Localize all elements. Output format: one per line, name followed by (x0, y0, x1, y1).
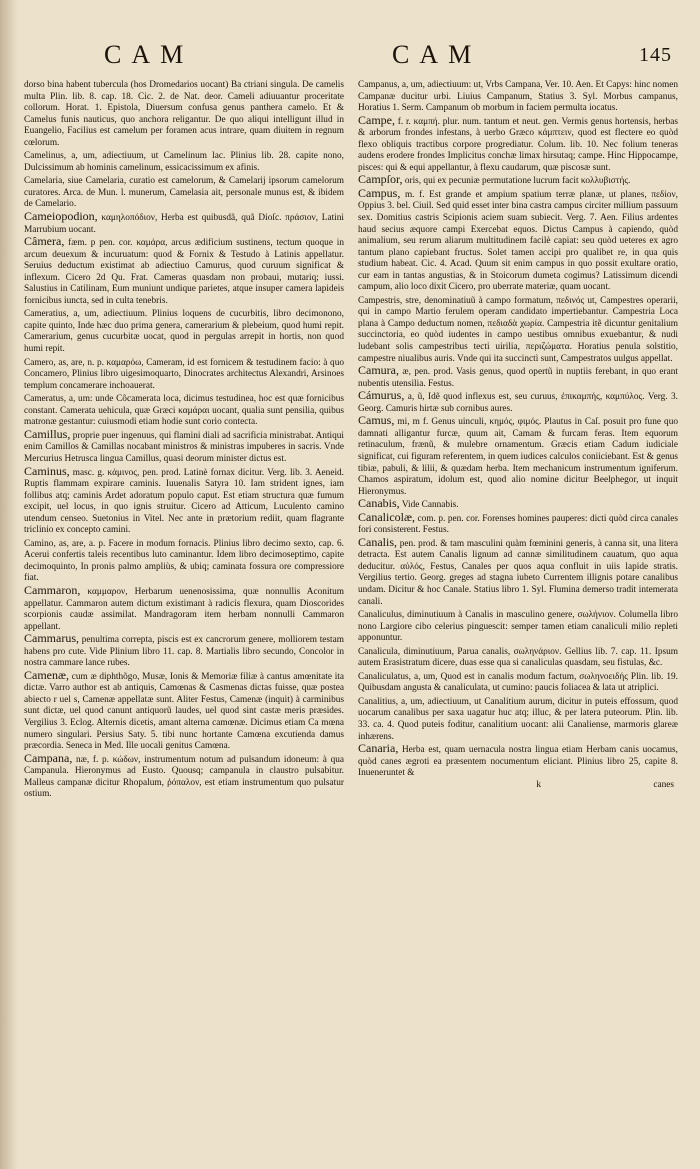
right-column-entries (358, 78, 678, 780)
dictionary-entry (24, 392, 344, 429)
entry-text: fæm. p pen. cor. καμάρα, arcus ædificium sustinens, tectum quoque in arcum deuexum & incuruatum: quod & Fornix & Testudo à Latinis appellatur. Seruius deductum existimat ab adiectiuo Camurus, quod curuum significat & inflexum. Cicero 2d Qu. Frat. Cameras quasdam non probaui, mutariq; iussi. Salustius in Catilinam, Eum muniunt undique parietes, atque insuper camera lapideis fornicibus iuncta, sed in culta tenebris. (24, 238, 344, 306)
entry-headword: Camus, (358, 413, 395, 428)
dictionary-entry (24, 582, 344, 633)
entry-text: f. r. καμπή. plur. num. tantum et neut. gen. Vermis genus hortensis, herbas & arborum frondes infestans, à uerbo Græco κάμπτειν, quod est flectere eo quòd flexo obliquis tractibus corpore progrediatur. Colum. lib. 10. Nec folium teneras audens erodere frondes Implicitus conchæ limax hirsutaq; campe. Hinc Hippocampe, pisces: qui & equi appellantur, à flexu caudarum, quæ piscosæ sunt. (358, 116, 678, 173)
dictionary-entry (358, 645, 678, 670)
entry-headword: Campe, (358, 112, 395, 127)
entry-text: Campestris, stre, denominatiuũ à campo formatum, πεδινός ut, Campestres operarii, qui in campo Martio ferulem operam candidato impertiebantur. Campestria Loca plana à Campo deductum nomen, πεδιαδὰ χωρία. Campestria itẽ dicuntur genitalium succinctoria, eo quòd iudentes in campo uestibus omnibus exuebantur, & nudi ludebant solis campestribus tecti uirilia, περιζώματα. Horatius penula solstitio, campestre niualibus auris. Vnde qui ita succinctì sunt, Campestratos uulgus appellat. (358, 295, 678, 364)
entry-headword: Campana, (24, 750, 73, 765)
dictionary-entry (24, 463, 344, 537)
entry-text: Herba est, quam uernacula nostra lingua etiam Herbam canis uocamus, quòd canes ægroti ea præsentem nocumentum eliciant. Plinius libro 25, capite 8. Inueneruntet & (358, 745, 678, 779)
entry-headword: Camura, (358, 363, 399, 378)
entry-text: penultima correpta, piscis est ex cancrorum genere, molliorem testam habens pro cute. Vide Plinium libro 11. cap. 8. Martialis libro secundo, Concolor in nostra cammare lance rubes. (24, 635, 344, 669)
dictionary-entry (358, 390, 678, 415)
header-right-title: CAM (392, 40, 482, 69)
dictionary-entry (358, 78, 678, 115)
entry-text: proprie puer ingenuus, qui flamini diali ad sacrificia ministrabat. Antiqui enim Camillos & Camillas nocabant ministros & ministras impuberes in sacris. Vnde Mercurius Hetrusca lingua Camillus, quasi deorum minister dictus est. (24, 430, 344, 464)
signature-mark: k (536, 779, 542, 790)
dictionary-entry (358, 185, 678, 294)
dictionary-entry (24, 537, 344, 585)
entry-text: καμμαρον, Herbarum uenenosissima, quæ nonnullis Aconitum appellatur. Cammaron autem dictum existimant à radicis flexura, quam Dioscorides scorpionis caudæ assimilat. Mandragoram item herbam nonnulli Cammaron appellant. (24, 586, 344, 632)
dictionary-entry (24, 633, 344, 670)
dictionary-entry (358, 365, 678, 390)
entry-text: mi, m f. Genus uinculi, κημός, φιμός. Plautus in Caſ. posuit pro fune quo damnati alligantur furcæ, quum ait, Camam & furcam feras. Item equorum retinaculum, frænũ, & mulebre ornamentum. Græcis etiam Cadum iudiciale significat, cui figuram referentem, in quem iudices calculos coniiciebant. Est & genus tibiæ, pabuli, & lilii, & quædam herba. Item mechanicum instrumentum igniferum. Chamos aspiratum, idolum est, quod alio nomine dicitur Beelphegor, ut inquit Hieronymus. (358, 417, 678, 497)
dictionary-entry (24, 750, 344, 801)
entry-text: Camino, as, are, a. p. Facere in modum fornacis. Plinius libro decimo sexto, cap. 6. Acerui confertis taleis recentibus luto caminantur. Idem libro decimoseptimo, capite decimoquinto, In pronis palmo ampliùs, & ubiq; caminata fossura ore compressiore fiat. (24, 538, 344, 584)
binding-shadow (0, 0, 18, 1169)
entry-text: dorso bina habent tubercula (hos Dromedarios uocant) Ba ctriani singula. De camelis multa Plin. lib. 8. cap. 18. Cic. 2. de Nat. deor. Cameli adiuuantur proceritate collorum. Horat. 1. Epistola, Diuersum confusa genus panthera camelo. Et & Camelus funis nauticus, quo anchora religantur. De quo aliqui intelligunt illud in Euangelio, Facilius est camelum per foramen acus intrare, quam diuitem in regnum cœlorum. (24, 80, 344, 148)
dictionary-entry (358, 112, 678, 175)
entry-text: Vide Cannabis. (399, 500, 459, 511)
running-header (24, 40, 678, 74)
dictionary-entry (24, 211, 344, 236)
dictionary-entry (24, 78, 344, 149)
entry-text: a, ũ, Idẽ quod inflexus est, seu curuus, ἐπικαμπής, καμπύλος. Verg. 3. Georg. Camuris hirtæ sub cornibus aures. (358, 392, 678, 414)
entry-headword: Cameiopodion, (24, 209, 98, 224)
entry-text: æ, pen. prod. Vasis genus, quod opertũ in nuptiis ferebant, in quo erant nubentis utensilia. Festus. (358, 367, 678, 389)
entry-text: næ, f. p. κώδων, instrumentum notum ad pulsandum idoneum: à qua Campanula. Hieronymus ad Eusto. Quousq; campanula in claustro pulsabitur. Malleus campanæ dicitur Rhopalum, ῥόπαλον, est etiam instrumentum quo pulsatur ostium. (24, 754, 344, 800)
dictionary-entry (24, 667, 344, 753)
dictionary-entry (358, 695, 678, 743)
entry-text: Canalitius, a, um, adiectiuum, ut Canalitium aurum, dicitur in puteis effossum, quod uocarum canalibus per saxa uagatur huc atq; illuc, & per latera puteorum. Plin. lib. 33. ca. 4. Quod puteis foditur, canalitium uocant: alii Canaliense, marmoris glareæ inhærens. (358, 696, 678, 742)
entry-text: καμηλοπόδιον, Herba est quibusdã, quã Dioſc. πράσιον, Latini Marrubium uocant. (24, 213, 344, 235)
entry-text: Cameratus, a, um: unde Côcamerata loca, dicimus testudinea, hoc est quæ fornicibus constant. Camerata uehicula, quæ Græci καμάραι uocant, qualia sunt pensilia, quibus matronæ gestantur: cuiusmodi etiam hodie sunt corio contecta. (24, 394, 344, 428)
entry-headword: Cammaron, (24, 582, 81, 597)
entry-headword: Campus, (358, 185, 401, 200)
dictionary-entry (358, 608, 678, 645)
dictionary-entry (24, 356, 344, 393)
catchword: canes (653, 779, 674, 790)
dictionary-entry (358, 509, 678, 537)
page-number: 145 (639, 44, 672, 66)
dictionary-entry (24, 236, 344, 307)
dictionary-entry (358, 294, 678, 365)
entry-text: Canaliculatus, a, um, Quod est in canalis modum factum, σωληνοειδής Plin. lib. 19. Quibusdam angusta & canaliculata, ut cumino: paucis foliacea & lata ut atriplici. (358, 671, 678, 694)
entry-headword: Canalis, (358, 534, 397, 549)
dictionary-entry (24, 149, 344, 174)
entry-text: m. f. Est grande et ampium spatium terræ planæ, ut planes, πεδίον, Oppius 3. bel. Ciuil. Sed quid esset inter bina castra campus circiter millium passuum sex. Domitius castris Scipionis aciem suam subiecit. Verg. 7. Aen. Filius ardentes haud secius æquore campi Exercebat equos. Dictus Campus à capiendo, quòd animalium, seu rerum aliarum multitudinem facilè capiat: seu quòd ueteres ex agro tantum plano capiebant fructus. Solet tamen accipi pro qualibet re, in qua quis studium habeat. Cic. 4. Acad. Quum sit enim campus in quo possit exultare oratio, cur eam in tantas angustias, & in Stoicorum dumeta cogimus? Latissimum dicendi campum, alio loco dixit Cicero, pro uberrate materiæ, quam uocant. (358, 189, 678, 293)
entry-headword: Câmera, (24, 234, 65, 249)
entry-text: Canaliculus, diminutiuum à Canalis in masculino genere, σωλήνιον. Columella libro nono Largiore cibo celerius pinguescit: semper tamen etiam canaliculi milio repleti apponuntur. (358, 610, 678, 644)
entry-text: Camelaria, siue Camelaria, curatio est camelorum, & Camelarij ipsorum camelorum curatores. Arca. de Mun. l. munerum, Camelasia ait, personale munus est, & ibidem de Camelario. (24, 176, 344, 210)
header-left-title: CAM (104, 40, 194, 69)
page-footer (358, 780, 678, 792)
dictionary-entry (358, 415, 678, 498)
dictionary-entry (358, 670, 678, 695)
dictionary-entry (24, 307, 344, 355)
text-columns (24, 78, 678, 1169)
entry-text: cum æ diphthõgo, Musæ, Ionis & Memoriæ filiæ à cantus amœnitate ita dictæ. Varro author est ab antiquis, Camœnas & Casmenas dictas fuisse, quæ postea abiecto r uel s, Camenæ appellatæ sunt. Aliter Festus, Camenæ (inquit) à carminibus sunt dictæ, uel quod canunt antiquorũ laudes, uel quod sint castæ meris præsides. Vergilius 3. Eclog. Alternis dicetis, amant alterna camœnæ. Dicimus etiam Ca mœna numero singulari. Persius Saty. 5. tibi nunc hortante Camœna excutienda damus præcordia. Seneca in Med. Ille uocali genitus Camœna. (24, 671, 344, 752)
left-column (24, 78, 344, 1169)
entry-headword: Campſor, (358, 172, 403, 187)
entry-headword: Canabis, (358, 496, 400, 511)
dictionary-entry (358, 534, 678, 608)
entry-text: Camero, as, are, n. p. καμαρόω, Cameram, id est fornicem & testudinem facio: à quo Concamero, Plinius libro uigesimoquarto, Dinocrates architectus Alexandri, Arsinoes templum concamerare inchoauerat. (24, 357, 344, 391)
entry-headword: Camenæ, (24, 667, 69, 682)
entry-text: Campanus, a, um, adiectiuum: ut, Vrbs Campana, Ver. 10. Aen. Et Capys: hinc nomen Campanæ ducitur urbi. Liuius Campanum, Statius 3. Syl. Morbus campanus, Horatius 1. Serm. Campanum ob morbum in faciem permulta iocatus. (358, 80, 678, 114)
entry-text: pen. prod. & tam masculini quàm fœminini generis, à canna sit, una litera detracta. Est autem Canalis lignum ad cannæ similitudinem cauatum, quo aqua deducitur. αὐλός, Festus, Canales per quos aqua confluit in uiis lapide stratis. Vergilius tertio. Georg. greges ad stagna iubeto Currentem illignis potare canalibus undam. Dicitur & hoc Canale. Statius libro 1. Syl. Flumina demerso tradit intemerata canali. (358, 538, 678, 607)
right-column (358, 78, 678, 1169)
entry-headword: Canalicolæ, (358, 509, 415, 524)
entry-text: com. p. pen. cor. Forenses homines pauperes: dicti quòd circa canales fori consisterent. Festus. (358, 513, 678, 536)
dictionary-entry (24, 174, 344, 211)
entry-text: Canalicula, diminutiuum, Parua canalis, σωληνάριον. Gellius lib. 7. cap. 11. Ipsum autem Erasistratum dicere, duas esse qua si canaliculas quasdam, seu fistulas, &c. (358, 646, 678, 669)
entry-text: oris, qui ex pecuniæ permutatione lucrum facit κολλυβιστής. (402, 176, 631, 187)
entry-headword: Caminus, (24, 463, 70, 478)
entry-headword: Canaria, (358, 741, 399, 756)
entry-headword: Cammarus, (24, 631, 79, 646)
entry-headword: Camillus, (24, 426, 71, 441)
dictionary-entry (24, 426, 344, 466)
entry-text: Camelinus, a, um, adiectiuum, ut Camelinum lac. Plinius lib. 28. capite nono, Dulcissimum ab hominis camelinum, essicacissimum ex afinis. (24, 151, 344, 173)
entry-text: masc. g. κάμινος, pen. prod. Latinè fornax dicitur. Verg. lib. 3. Aeneid. Ruptis flammam expirare caminis. Iuuenalis Satyra 10. Iam strident ignes, iam follibus atq; caminis Ardet adoratum populo caput. Est etiam structura quæ fumum excipit, uel locus, in quo ignis struitur. Cicero ad Atticum, Luculento camino utendum censeo. Suetonius in Vitel. Nec ante in prætorium rediit, quam flagrante triclinio ex concepto camini. (24, 467, 344, 536)
entry-headword: Cámurus, (358, 388, 405, 403)
dictionary-entry (358, 743, 678, 780)
entry-text: Cameratius, a, um, adiectiuum. Plinius loquens de cucurbitis, libro decimonono, capite quinto, Inde hæc duo prima genera, camerarium & plebeium, quod humi repit. Camerarium, genus cucurbitæ uocat, quod in pergulas arrepit in hortis, non quod humi repit. (24, 309, 344, 355)
dictionary-entry (358, 174, 678, 188)
